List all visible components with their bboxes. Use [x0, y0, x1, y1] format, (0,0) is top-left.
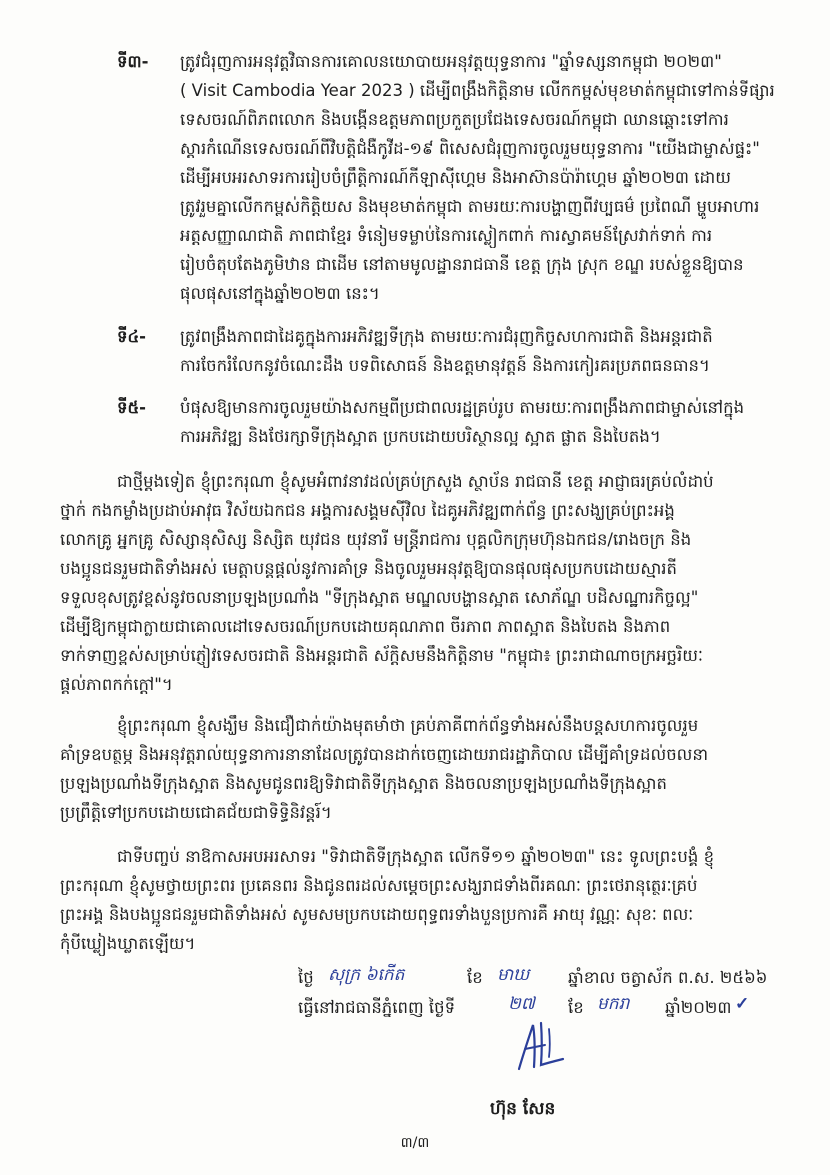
item-line: ទេសចរណ៍ពិភពលោក និងបង្កើនឧត្តមភាពប្រកួតប្រជែងទេសចរណ៍កម្ពុជា ឈានឆ្ពោះទៅការ	[180, 110, 729, 129]
paragraph-line: ប្រព្រឹត្តិទៅប្រកបដោយជោគជ័យជាទិទ្ធិនិវន្តរ៍។	[60, 803, 332, 822]
item-line: ដើម្បីអបអរសាទរការរៀបចំព្រឹត្តិការណ៍កីឡាស៊ីហ្គេម និងអាស៊ានប៉ារ៉ាហ្គេម ឆ្នាំ២០២៣ ដោយ	[180, 168, 731, 187]
item-line: ត្រូវជំរុញការអនុវត្តវិធានការគោលនយោបាយអនុវត្តយុទ្ធនាការ "ឆ្នាំទស្សនាកម្ពុជា ២០២៣"	[180, 52, 722, 71]
item-line: បំផុសឱ្យមានការចូលរួមយ៉ាងសកម្មពីប្រជាពលរដ្ឋគ្រប់រូប តាមរយៈការពង្រឹងភាពជាម្ចាស់នៅក្នុង	[180, 398, 745, 417]
item-number: ទី៣-	[117, 52, 149, 71]
paragraph-line: កុំបីឃ្លៀងឃ្លាតឡើយ។	[60, 934, 196, 953]
date-solar-handwritten-day: ២៧	[508, 994, 535, 1014]
paragraph-line: ជាទីបញ្ចប់ នាឱកាសអបអរសាទរ "ទិវាជាតិទីក្រុងស្អាត លើកទី១១ ឆ្នាំ២០២៣" នេះ ទូលព្រះបង្គំ ខ្ញុំ	[117, 847, 715, 866]
check-mark-icon: ✓	[735, 994, 750, 1014]
page-number: ៣/៣	[400, 1135, 430, 1151]
paragraph-line: គាំទ្រឧបត្ថម្ភ និងអនុវត្តរាល់យុទ្ធនាការនានាដែលត្រូវបានដាក់ចេញដោយរាជរដ្ឋាភិបាល ដើម្បីគាំទ្រដល់ចលនា	[60, 745, 709, 764]
item-line: ការអភិវឌ្ឍ និងថែរក្សាទីក្រុងស្អាត ប្រកបដោយបរិស្ថានល្អ ស្អាត ផ្លាត និងបៃតង។	[180, 427, 661, 446]
item-line: ( Visit Cambodia Year 2023 ) ដើម្បីពង្រឹងកិត្តិនាម លើកកម្ពស់មុខមាត់កម្ពុជាទៅកាន់ទីផ្សារ	[180, 81, 775, 100]
date-lunar-rest: ឆ្នាំខាល ចត្វាស័ក ព.ស. ២៥៦៦	[568, 968, 768, 987]
paragraph-line: ព្រះអង្គ និងបងប្អូនជនរួមជាតិទាំងអស់ សូមសមប្រកបដោយពុទ្ធពរទាំងបួនប្រការគឺ អាយុ វណ្ណៈ សុខៈ ពលៈ	[60, 905, 694, 924]
date-lunar-handwritten-month: មាឃ	[497, 965, 530, 985]
item-line: ផុលផុសនៅក្នុងឆ្នាំ២០២៣ នេះ។	[180, 284, 380, 303]
item-line: ត្រូវរួមគ្នាលើកកម្ពស់កិត្តិយស និងមុខមាត់កម្ពុជា តាមរយៈការបង្ហាញពីវប្បធម៌ ប្រពៃណី ម្ហូបអាហារ	[180, 197, 760, 216]
paragraph-line: ប្រឡងប្រណាំងទីក្រុងស្អាត និងសូមជូនពរឱ្យទិវាជាតិទីក្រុងស្អាត និងចលនាប្រឡងប្រណាំងទីក្រុងស្អាត	[60, 774, 667, 793]
paragraph-line: ដើម្បីឱ្យកម្ពុជាក្លាយជាគោលដៅទេសចរណ៍ប្រកបដោយគុណភាព ចីរភាព ភាពស្អាត និងបៃតង និងភាព	[60, 617, 671, 636]
date-solar-handwritten-month: មករា	[597, 994, 630, 1014]
item-number: ទី៤-	[117, 327, 147, 346]
item-line: ការចែករំលែកនូវចំណេះដឹង បទពិសោធន៍ និងឧត្តមានុវត្តន៍ និងការកៀរគរប្រភពធនធាន។	[180, 356, 710, 375]
signatory-name: ហ៊ុន សែន	[490, 1099, 556, 1119]
paragraph-line: ទាក់ទាញខ្ពស់សម្រាប់ភ្ញៀវទេសចរជាតិ និងអន្តរជាតិ ស័ក្តិសមនឹងកិត្តិនាម "កម្ពុជា៖ ព្រះរាជាណាចក្រអច្ឆរិយៈ	[60, 646, 704, 665]
item-line: ត្រូវពង្រឹងភាពជាដៃគូក្នុងការអភិវឌ្ឍទីក្រុង តាមរយៈការជំរុញកិច្ចសហការជាតិ និងអន្តរជាតិ	[180, 327, 713, 346]
paragraph-line: លោកគ្រូ អ្នកគ្រូ សិស្សានុសិស្ស និស្សិត យុវជន យុវនារី មន្ត្រីរាជការ បុគ្គលិកក្រុមហ៊ុនឯកជន/រោងចក្រ និង	[60, 530, 692, 549]
date-lunar-handwritten-day: សុក្រ ៦កើត	[328, 965, 405, 985]
handwritten-signature	[505, 1015, 575, 1075]
item-line: ស្តារកំណើនទេសចរណ៍ពីវិបត្តិជំងឺកូវីដ-១៩ ពិសេសជំរុញការចូលរួមយុទ្ធនាការ "យើងជាម្ចាស់ផ្ទះ"	[180, 139, 760, 158]
date-solar-year: ឆ្នាំ២០២៣	[665, 998, 732, 1017]
item-number: ទី៥-	[117, 398, 147, 417]
paragraph-line: ខ្ញុំព្រះករុណា ខ្ញុំសង្ឃឹម និងជឿជាក់យ៉ាងមុតមាំថា គ្រប់ភាគីពាក់ព័ន្ធទាំងអស់នឹងបន្តសហការចូលរួម	[117, 716, 699, 735]
date-lunar-prefix: ថ្ងៃ	[298, 968, 314, 987]
paragraph-line: បងប្អូនជនរួមជាតិទាំងអស់ មេត្តាបន្តផ្តល់នូវការគាំទ្រ និងចូលរួមអនុវត្តឱ្យបានផុលផុសប្រកបដោយស្មារតី	[60, 559, 677, 578]
paragraph-line: ផ្តល់ភាពកក់ក្តៅ"។	[60, 675, 173, 694]
item-line: រៀបចំតុបតែងភូមិឋាន ជាដើម នៅតាមមូលដ្ឋានរាជធានី ខេត្ត ក្រុង ស្រុក ខណ្ឌ របស់ខ្លួនឱ្យបាន	[180, 255, 744, 274]
paragraph-line: ជាថ្មីម្តងទៀត ខ្ញុំព្រះករុណា ខ្ញុំសូមអំពាវនាវដល់គ្រប់ក្រសួង ស្ថាប័ន រាជធានី ខេត្ត អាជ្ញាធរគ្រប់លំដាប់	[117, 472, 714, 491]
date-solar-month-prefix: ខែ	[568, 998, 584, 1017]
paragraph-line: ថ្នាក់ កងកម្លាំងប្រដាប់អាវុធ វិស័យឯកជន អង្គការសង្គមស៊ីវិល ដៃគូអភិវឌ្ឍពាក់ព័ន្ធ ព្រះសង្ឃគ្រប់ព្រះអង្គ	[60, 501, 675, 520]
date-solar-prefix: ធ្វើនៅរាជធានីភ្នំពេញ ថ្ងៃទី	[298, 998, 456, 1017]
paragraph-line: ព្រះករុណា ខ្ញុំសូមថ្វាយព្រះពរ ប្រគេនពរ និងជូនពរដល់សម្តេចព្រះសង្ឃរាជទាំងពីរគណៈ ព្រះថេរានុត្ថេរៈគ្រប់	[60, 876, 698, 895]
date-lunar-month-prefix: ខែ	[467, 968, 483, 987]
paragraph-line: ទទួលខុសត្រូវខ្ពស់នូវចលនាប្រឡងប្រណាំង "ទីក្រុងស្អាត មណ្ឌលបង្ហានស្អាត សោភ័ណ្ឌ បដិសណ្ឋារកិច្ចល្អ"	[60, 588, 699, 607]
item-line: អត្តសញ្ញាណជាតិ ភាពជាខ្មែរ ទំនៀមទម្លាប់នៃការស្លៀកពាក់ ការស្វាគមន៍ស្រែវាក់ទាក់ ការ	[180, 226, 713, 245]
